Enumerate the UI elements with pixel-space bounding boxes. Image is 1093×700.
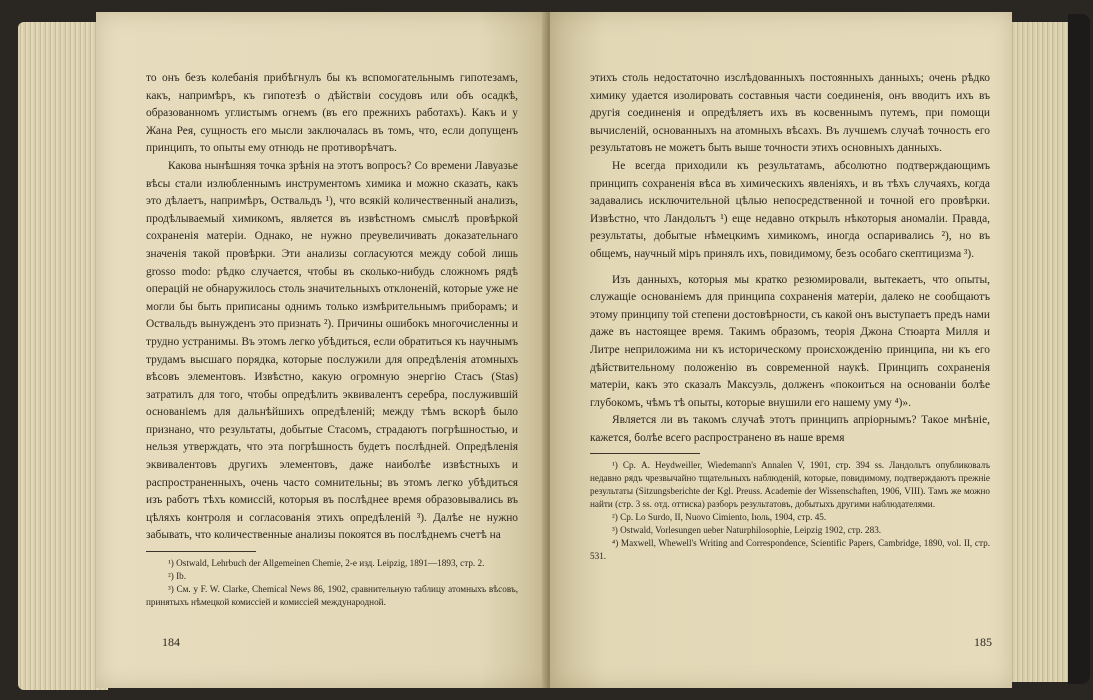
left-page-edges	[18, 22, 108, 690]
open-book	[18, 8, 1080, 692]
page-number: 185	[974, 635, 992, 649]
footnote: ³) Ostwald, Vorlesungen ueber Naturphilosophie, Leipzig 1902, стр. 283.	[612, 525, 882, 536]
right-page	[550, 12, 1012, 688]
footnote: ³) См. у F. W. Clarke, Chemical News 86, 1902, сравнительную таблицу атомныхъ вѣсовъ, принятыхъ нѣмецкой комиссіей и комиссіей международной.	[146, 584, 518, 608]
left-page	[96, 12, 548, 688]
footnote: ¹) Ostwald, Lehrbuch der Allgemeinen Chemie, 2-е изд. Leipzig, 1891—1893, стр. 2.	[168, 558, 485, 569]
paragraph: то онъ безъ колебанія прибѣгнулъ бы къ вспомогательнымъ гипотезамъ, какъ, напримѣръ, къ гипотезѣ о дѣйствіи сосудовъ или объ осадкѣ, образованномъ углистымъ огнемъ (въ его прежнихъ работахъ). Какъ и у Жана Рея, сущность его мысли заключалась въ томъ, что, если допущенъ принципъ, то опыты ему отнюдь не противорѣчатъ.	[146, 72, 518, 155]
left-page-text	[146, 70, 518, 609]
footnote: ²) Ср. Lo Surdo, II, Nuovo Cimiento, Іюль, 1904, стр. 45.	[612, 512, 827, 523]
footnote-rule	[146, 551, 256, 552]
paragraph: Какова нынѣшняя точка зрѣнія на этотъ вопросъ? Со времени Лавуазье вѣсы стали излюбленнымъ инструментомъ химика и можно сказать, какъ это дѣлаетъ, напримѣръ, Оствальдъ ¹), что всякій количественный анализъ, продѣлываемый химикомъ, является въ извѣстномъ смыслѣ провѣркой сохраненія матеріи. Однако, не нужно преувеличивать доказательнаго значенія такой провѣрки. Эти анализы согласуются между собой лишь grosso modo: рѣдко случается, чтобы въ сколько-нибудь сложномъ рядѣ операцій не обнаружилось столь значительныхъ отклоненій, которые уже не могли бы быть приписаны однимъ только измѣрительнымъ приборамъ; и Оствальдъ вынужденъ это признать ²). Причины ошибокъ многочисленны и трудно устранимы. Въ этомъ легко убѣдиться, если обратиться къ научнымъ трудамъ высшаго порядка, которые послужили для опредѣленія атомныхъ вѣсовъ элементовъ. Извѣстно, какую огромную энергію Стасъ (Stas) затратилъ для того, чтобы опредѣлить эквивалентъ серебра, послужившій основаніемъ для дальнѣйшихъ опредѣленій; между тѣмъ вскорѣ было признано, что результаты, добытые Стасомъ, страдаютъ погрѣшностью, и нельзя утверждать, что эта погрѣшность будетъ послѣдней. Опредѣленія эквивалентовъ другихъ элементовъ, даже наиболѣе извѣстныхъ и распространенныхъ, очень часто сомнительны; въ этомъ легко убѣдиться изъ работъ тѣхъ комиссій, которыя въ послѣднее время образовывались въ цѣляхъ контроля и согласованія этихъ опредѣленій ³). Далѣе не нужно забывать, что количественные анализы покоятся въ послѣднемъ счетѣ на	[146, 159, 518, 542]
footnote: ⁴) Maxwell, Whewell's Writing and Correspondence, Scientific Papers, Cambridge, 1890, vol. II, стр. 531.	[590, 538, 990, 562]
page-number: 184	[162, 635, 180, 649]
paragraph: Изъ данныхъ, которыя мы кратко резюмировали, вытекаетъ, что опыты, служащіе основаніемъ для принципа сохраненія матеріи, далеко не сообщаютъ этому принципу той степени достовѣрности, съ какой онъ выступаетъ предъ нами даже въ настоящее время. Такимъ образомъ, теорія Джона Стюарта Милля и Литре неприложима ни къ историческому происхожденію принципа, ни къ его дѣйствительному положенію въ современной наукѣ. Принципъ сохраненія матеріи, какъ это сказалъ Максуэль, долженъ «покоиться на основаніи болѣе глубокомъ, чѣмъ тѣ опыты, которые внушили его нашему уму ⁴)».	[590, 273, 990, 409]
right-page-text	[590, 70, 990, 563]
paragraph: этихъ столь недостаточно изслѣдованныхъ постоянныхъ данныхъ; очень рѣдко химику удается изолировать составныя части соединенія, онъ вводитъ ихъ въ другія соединенія и опредѣляетъ ихъ въ косвеннымъ путемъ, при помощи вычисленій, основанныхъ на атомныхъ вѣсахъ. Въ лучшемъ случаѣ точность его результатовъ не можетъ быть выше точности этихъ основныхъ данныхъ.	[590, 72, 990, 155]
footnote: ²) Ib.	[168, 571, 187, 582]
footnote: ¹) Ср. A. Heydweiller, Wiedemann's Annalen V, 1901, стр. 394 ss. Ландольтъ опубликовалъ недавно рядъ чрезвычайно тщательныхъ наблюденій, которые, повидимому, подтверждаютъ прежніе результаты (Sitzungsberichte der Kgl. Preuss. Academie der Wissenschaften, 1906, VIII). Тамъ же можно найти (стр. 3 ss. отд. оттиска) разборъ результатовъ, добытыхъ другими наблюдателями.	[590, 460, 990, 510]
paragraph: Не всегда приходили къ результатамъ, абсолютно подтверждающимъ принципъ сохраненія вѣса въ химическихъ явленіяхъ, и въ тѣхъ случаяхъ, когда задавались исключительной цѣлью непосредственной и точной его провѣрки. Извѣстно, что Ландольтъ ¹) еще недавно открылъ нѣкоторыя аномаліи. Правда, результаты, добытые нѣмецкимъ химикомъ, иногда оспаривались ²), но въ общемъ, научный міръ принялъ ихъ, повидимому, безъ особаго скептицизма ³).	[590, 159, 990, 260]
footnote-rule	[590, 453, 700, 454]
paragraph: Является ли въ такомъ случаѣ этотъ принципъ апріорнымъ? Такое мнѣніе, кажется, болѣе всего распространено въ наше время	[590, 414, 990, 444]
book-cover-edge	[1068, 14, 1090, 684]
